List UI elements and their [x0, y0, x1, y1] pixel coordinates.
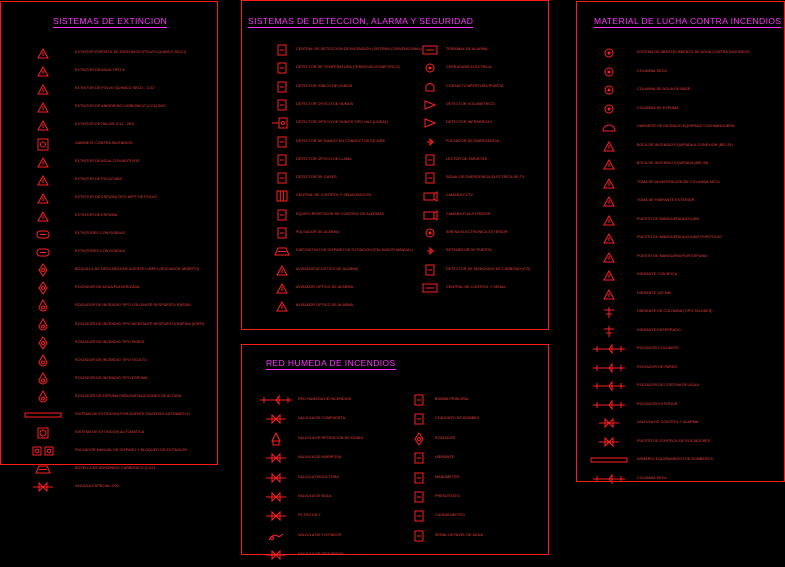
box-arrow-icon: [270, 116, 294, 130]
legend-label: HIDRANTE DE COLUMNA (TIPO TALUDES): [637, 309, 713, 313]
legend-row: [31, 173, 221, 187]
legend-label: EXTINTOR DE ANHIDRIDO CARBONICO (CO2) 5KG: [75, 104, 166, 109]
panel-title: SISTEMAS DE EXTINCION: [53, 16, 168, 26]
legend-row: [597, 453, 785, 467]
legend-row: [597, 231, 785, 245]
circle-icon: [597, 65, 621, 79]
triangle-icon: [270, 281, 294, 295]
legend-label: SIRENA ELECTRONICA EXTERIOR: [446, 230, 508, 234]
circle-icon: [597, 102, 621, 116]
legend-label: ROCIADOR EXTERIOR: [637, 401, 678, 406]
legend-label: VALVULA DE COMPUERTA: [298, 416, 346, 421]
legend-label: EXTINTOR DE POLVO QUIMICO SECO - CO2: [75, 86, 155, 91]
grid-icon: [270, 189, 294, 203]
valve-icon: [597, 435, 621, 449]
legend-row: [31, 426, 221, 440]
triangle-icon: [597, 139, 621, 153]
post-icon: [597, 305, 621, 319]
legend-label: BOQUILLA DE DESCARGA DE AGENTE LIMPIO (ROCIADOR ABIERTO): [75, 267, 200, 272]
legend-row: [597, 102, 785, 116]
cylinder-icon: [31, 227, 55, 241]
legend-label: SISTEMA DE ABASTECIMIENTO DE AGUA CONTRA INCENDIOS: [637, 50, 750, 54]
legend-label: BOMBA PRINCIPAL: [435, 397, 469, 401]
box-icon: [407, 451, 431, 465]
legend-label: TERMINAL DE ALARMA: [446, 47, 488, 51]
trapezoid-icon: [31, 462, 55, 476]
legend-row: [270, 299, 460, 313]
legend-row: [31, 191, 221, 205]
half-circle-icon: [597, 120, 621, 134]
legend-label: ROCIADOR DE INCENDIO TIPO ESPUMA: [75, 375, 148, 380]
diamond-icon: [407, 432, 431, 446]
legend-row: [264, 548, 454, 562]
valve-icon: [264, 548, 288, 562]
box-icon: [270, 61, 294, 75]
box-icon: [270, 226, 294, 240]
box-icon: [407, 490, 431, 504]
legend-label: ROCIADOR DE INCENDIO TIPO PARED: [75, 339, 145, 344]
legend-row: [407, 451, 597, 465]
legend-label: VALVULA DE MARIPOSA: [298, 455, 342, 460]
legend-label: PRESOSTATO: [435, 494, 460, 498]
legend-label: SISTEMA DE EXTINCION POR AGENTE GASEOSO AUTOMATICO: [75, 412, 190, 416]
pipe-icon: [597, 472, 621, 486]
legend-label: FILTRO EN Y: [298, 513, 321, 518]
box-icon: [407, 393, 431, 407]
legend-label: VALVULA DE RETENCION DE DOBLE: [298, 435, 364, 440]
legend-row: [407, 432, 597, 446]
legend-row: [597, 65, 785, 79]
valve-icon: [264, 490, 288, 504]
legend-label: EXTINTOR DE HALON 1211 - 2KG: [75, 122, 135, 127]
legend-row: [597, 342, 785, 356]
check-icon: [264, 432, 288, 446]
legend-label: DETECTOR VOLUMETRICO: [446, 101, 496, 106]
legend-label: ROCIADOR DE PARED: [637, 364, 678, 369]
box-icon: [270, 135, 294, 149]
triangle-icon: [597, 231, 621, 245]
drop-icon: [31, 354, 55, 368]
legend-row: [597, 305, 785, 319]
legend-row: [597, 268, 785, 282]
legend-label: TOMA DE HIDRANTE EXTERIOR: [637, 198, 695, 202]
triangle-icon: [31, 64, 55, 78]
valve-icon: [264, 509, 288, 523]
legend-label: RED HUMEDA DE INCENDIOS: [298, 397, 352, 401]
legend-label: VALVULA REDUCTORA: [298, 474, 339, 479]
legend-row: [597, 416, 785, 430]
wide-box-icon: [418, 43, 442, 57]
triangle-icon: [31, 155, 55, 169]
diamond-icon: [31, 336, 55, 350]
legend-label: HIDRANTE 100 MM: [637, 290, 671, 295]
box-icon: [270, 43, 294, 57]
legend-row: [31, 318, 221, 332]
legend-label: EXTINTORES CON RUEDAS: [75, 231, 125, 235]
legend-label: HIDRANTE ENTERRADO: [637, 327, 681, 332]
legend-label: PUESTO DE CONTROL DE ROCIADORES: [637, 438, 711, 443]
legend-label: ROCIADOR DE CORTINA DE AGUA: [637, 383, 699, 387]
box-icon: [270, 171, 294, 185]
legend-label: EXTINTOR DE ESPUMA TIPO AFFF DE POLVO: [75, 194, 157, 199]
legend-label: ROCIADOR DE INCENDIO TIPO OCULTO: [75, 357, 148, 362]
legend-row: [407, 412, 597, 426]
legend-row: [31, 137, 221, 151]
legend-row: [597, 139, 785, 153]
legend-label: CAMARA CCTV: [446, 193, 474, 198]
drop-icon: [31, 390, 55, 404]
box-icon: [270, 208, 294, 222]
legend-row: [597, 361, 785, 375]
hydrant-icon: [264, 529, 288, 543]
legend-label: CENTRAL DE CONTROL Y SENALIZACION: [296, 193, 371, 198]
legend-label: SENAL DE EMERGENCIA ELECTRICA DE TV: [446, 175, 525, 180]
legend-row: [31, 118, 221, 132]
legend-label: EXTINTOR DE AGUA TIPO A: [75, 68, 125, 73]
legend-row: [597, 120, 785, 134]
legend-label: VALVULA DE BOLA: [298, 494, 332, 498]
legend-label: BOTELLA DE ANHIDRIDO CARBONICO (CO2): [75, 466, 156, 471]
valve-icon: [597, 416, 621, 430]
legend-label: MANOMETRO: [435, 474, 460, 479]
pipe-icon: [597, 342, 621, 356]
legend-label: EXTINTOR DE ESPUMA: [75, 212, 118, 217]
legend-label: DETECTOR DE TEMPERATURA (TERMOVELOCIMETRICO): [296, 65, 400, 70]
legend-label: DETECTOR OPTICO DE HUMOS: [296, 101, 354, 106]
legend-row: [407, 529, 597, 543]
triangle-icon: [597, 287, 621, 301]
box-icon: [418, 171, 442, 185]
arrow-icon: [418, 116, 442, 130]
triangle-icon: [597, 213, 621, 227]
wide-box-icon: [418, 281, 442, 295]
legend-label: COLUMNA DE AGUA DE BASE: [637, 87, 691, 91]
legend-label: GABINETE DE INCENDIO EQUIPADO CON MANGUERA: [637, 124, 735, 128]
pipe-icon: [264, 393, 288, 407]
legend-row: [31, 354, 221, 368]
legend-label: COLUMNA SECA: [637, 475, 667, 480]
triangle-icon: [31, 191, 55, 205]
triangle-icon: [31, 100, 55, 114]
legend-row: [597, 472, 785, 486]
legend-row: [597, 287, 785, 301]
legend-label: SENAL DE NIVEL DE AGUA: [435, 532, 484, 537]
legend-row: [597, 324, 785, 338]
legend-row: [31, 408, 221, 422]
legend-label: DETECTOR DE GASES: [296, 175, 337, 180]
legend-label: EXTINTOR DE AGUA CON ADITIVOS: [75, 158, 140, 163]
legend-label: CENTRAL DE CONTROL Y SENAL: [446, 284, 506, 289]
legend-label: DETECTOR IONICO DE HUMOS: [296, 83, 353, 88]
camera-icon: [418, 189, 442, 203]
legend-label: CONJUNTO DE BOMBEO: [435, 416, 480, 421]
box-icon: [418, 153, 442, 167]
legend-label: DETECTOR OPTICO DE HUMOS TIPO HAZ (LINEAL): [296, 120, 389, 125]
box-icon: [407, 412, 431, 426]
legend-row: [597, 176, 785, 190]
panel-material-lucha: [576, 1, 785, 482]
legend-label: ROCIADOR DE ESPUMA PARA INSTALACIONES DE ALTURA: [75, 393, 182, 398]
legend-row: [597, 250, 785, 264]
pipe-icon: [597, 379, 621, 393]
legend-row: [31, 299, 221, 313]
double-box-icon: [31, 444, 55, 458]
diamond-icon: [31, 263, 55, 277]
legend-label: VALVULA DE SEGURIDAD: [298, 552, 344, 557]
legend-label: EXTINTOR PORTATIL DE INCENDIOS (POLVO QUIMICO SECO): [75, 50, 187, 54]
legend-label: EXTINTORES CON RUEDAS: [75, 249, 125, 254]
legend-row: [597, 194, 785, 208]
legend-label: RETENEDOR DE PUERTA: [446, 248, 492, 253]
box-icon: [270, 153, 294, 167]
cabinet-icon: [31, 137, 55, 151]
legend-row: [31, 372, 221, 386]
diamond-icon: [31, 281, 55, 295]
triangle-icon: [31, 82, 55, 96]
triangle-icon: [270, 263, 294, 277]
legend-label: HIDRANTE: [435, 455, 455, 460]
legend-label: ARMARIO EQUIPAMIENTO DE BOMBEROS: [637, 457, 713, 461]
bar-icon: [597, 453, 621, 467]
box-icon: [418, 263, 442, 277]
legend-label: ROCIADOR COLGANTE: [637, 346, 679, 350]
pipe-icon: [597, 398, 621, 412]
legend-row: [31, 100, 221, 114]
triangle-icon: [597, 268, 621, 282]
panel-extincion: [0, 1, 218, 489]
panel-red-humeda: [241, 344, 549, 555]
legend-label: CAUDALIMETRO: [435, 513, 465, 518]
circle-icon: [597, 46, 621, 60]
drop-icon: [31, 299, 55, 313]
valve-icon: [31, 480, 55, 494]
legend-label: CAMARA FIJA EXTERIOR: [446, 211, 491, 216]
legend-label: COLUMNA DE ESPUMA: [637, 105, 679, 110]
legend-row: [597, 83, 785, 97]
legend-label: PUESTO DE MANGUERA AUXILIAR: [637, 216, 700, 221]
legend-label: DETECTOR DE MONOXIDO DE CARBONO (CO): [446, 266, 531, 271]
triangle-icon: [31, 46, 55, 60]
box-icon: [407, 471, 431, 485]
triangle-icon: [597, 194, 621, 208]
triangle-icon: [597, 176, 621, 190]
legend-label: GABINETE CONTRA INCENDIOS: [75, 140, 133, 145]
legend-label: DETECTOR OPTICO DE LLAMA: [296, 156, 352, 161]
legend-label: EXTINTOR DE POLVO ABC: [75, 176, 123, 181]
triangle-icon: [31, 118, 55, 132]
legend-label: BOCA DE INCENDIO EQUIPADA (BIE-45): [637, 161, 709, 165]
legend-label: CONTACTO APERTURA PUERTA: [446, 83, 504, 88]
legend-row: [31, 281, 221, 295]
panel-title: RED HUMEDA DE INCENDIOS: [266, 358, 396, 368]
trapezoid-icon: [270, 244, 294, 258]
legend-row: [597, 398, 785, 412]
legend-row: [407, 490, 597, 504]
drop-icon: [31, 318, 55, 332]
legend-label: PUESTO DE MANGUERA AUXILIAR POR POLVO: [637, 235, 723, 239]
legend-row: [407, 509, 597, 523]
legend-row: [407, 471, 597, 485]
valve-icon: [264, 451, 288, 465]
box-icon: [270, 80, 294, 94]
panel-title: SISTEMAS DE DETECCION, ALARMA Y SEGURIDAD: [248, 16, 474, 26]
valve-icon: [264, 412, 288, 426]
legend-label: DETECTOR DE HUMOS EN CONDUCTOS DE AIRE: [296, 138, 386, 143]
legend-row: [31, 444, 221, 458]
legend-label: DISPOSITIVO DE DISPARO DE EXTINCION (PULSADOR MANUAL): [296, 248, 413, 253]
legend-label: PULSADOR DE EMERGENCIA: [446, 138, 500, 143]
triangle-icon: [597, 157, 621, 171]
legend-label: PULSADOR DE ALARMA: [296, 230, 340, 234]
legend-row: [31, 245, 221, 259]
legend-label: EQUIPO REPETIDOR DE CONTROL DE ALARMAS: [296, 211, 385, 216]
circle-icon: [418, 226, 442, 240]
legend-label: AVISADOR ACUSTICO DE ALARMA: [296, 266, 358, 271]
legend-row: [597, 435, 785, 449]
legend-row: [31, 155, 221, 169]
legend-label: ROCIADOR DE INCENDIO TIPO COLGANTE RESPUESTA RAPIDA: [75, 303, 191, 308]
legend-label: VALVULA DE FLOTADOR: [298, 532, 342, 537]
triangle-icon: [31, 209, 55, 223]
legend-label: ROCIADOR: [435, 435, 456, 440]
pipe-icon: [597, 361, 621, 375]
legend-row: [597, 379, 785, 393]
bell-icon: [418, 80, 442, 94]
legend-row: [31, 209, 221, 223]
panel-deteccion: [241, 0, 549, 330]
circle-icon: [597, 83, 621, 97]
small-icon: [418, 244, 442, 258]
legend-label: VALVULA ESPECIAL CO2: [75, 484, 120, 489]
legend-label: AVISADOR OPTICO DE ALARMA: [296, 303, 354, 308]
legend-row: [31, 82, 221, 96]
legend-row: [407, 393, 597, 407]
legend-row: [31, 64, 221, 78]
legend-row: [597, 213, 785, 227]
valve-icon: [264, 471, 288, 485]
box-icon: [407, 509, 431, 523]
legend-label: VALVULA DE CONTROL Y ALARMA: [637, 420, 699, 424]
legend-label: CERRADURA ELECTRICA: [446, 65, 492, 70]
arrow-icon: [418, 98, 442, 112]
legend-label: BOCA DE INCENDIO EQUIPADA A CONEXION (BIE-25): [637, 142, 733, 147]
box-icon: [407, 529, 431, 543]
legend-row: [31, 390, 221, 404]
legend-row: [31, 227, 221, 241]
legend-label: DETECTOR INFRARROJO: [446, 120, 492, 125]
legend-label: ROCIADOR DE INCENDIO TIPO MONTANTE RESPUESTA RAPIDA (ESFR): [75, 321, 205, 326]
box-icon: [270, 98, 294, 112]
legend-label: COLUMNA SECA: [637, 68, 667, 73]
bar-icon: [31, 408, 55, 422]
legend-row: [31, 46, 221, 60]
legend-label: SISTEMA DE EXTINCION AUTOMATICA: [75, 430, 145, 435]
legend-row: [31, 462, 221, 476]
legend-label: HIDRANTE CON BOCA: [637, 272, 678, 276]
legend-row: [597, 46, 785, 60]
panel-title: MATERIAL DE LUCHA CONTRA INCENDIOS: [594, 16, 782, 26]
cylinder-icon: [31, 245, 55, 259]
legend-label: PUESTO DE MANGUERA POR ESPUMA: [637, 253, 708, 258]
legend-row: [31, 263, 221, 277]
post-icon: [597, 324, 621, 338]
legend-label: AVISADOR OPTICO DE ALARMA: [296, 284, 354, 289]
legend-row: [31, 336, 221, 350]
legend-row: [597, 157, 785, 171]
circle-icon: [418, 61, 442, 75]
triangle-icon: [597, 250, 621, 264]
small-icon: [418, 135, 442, 149]
legend-label: LECTOR DE TARJETAS: [446, 156, 488, 161]
camera-icon: [418, 208, 442, 222]
legend-label: ROCIADOR DE AGUA PULVERIZADA: [75, 285, 140, 290]
legend-label: CENTRAL DE DETECCION DE INCENDIOS (SISTEMA CONVENCIONAL): [296, 47, 423, 51]
legend-row: [31, 480, 221, 494]
legend-label: TOMA DE ALIMENTACION DE COLUMNA SECA: [637, 179, 720, 184]
legend-label: PULSADOR MANUAL DE DISPARO Y BLOQUEO DE EXTINCION: [75, 448, 188, 453]
square-circle-icon: [31, 426, 55, 440]
triangle-icon: [31, 173, 55, 187]
drop-icon: [31, 372, 55, 386]
triangle-icon: [270, 299, 294, 313]
